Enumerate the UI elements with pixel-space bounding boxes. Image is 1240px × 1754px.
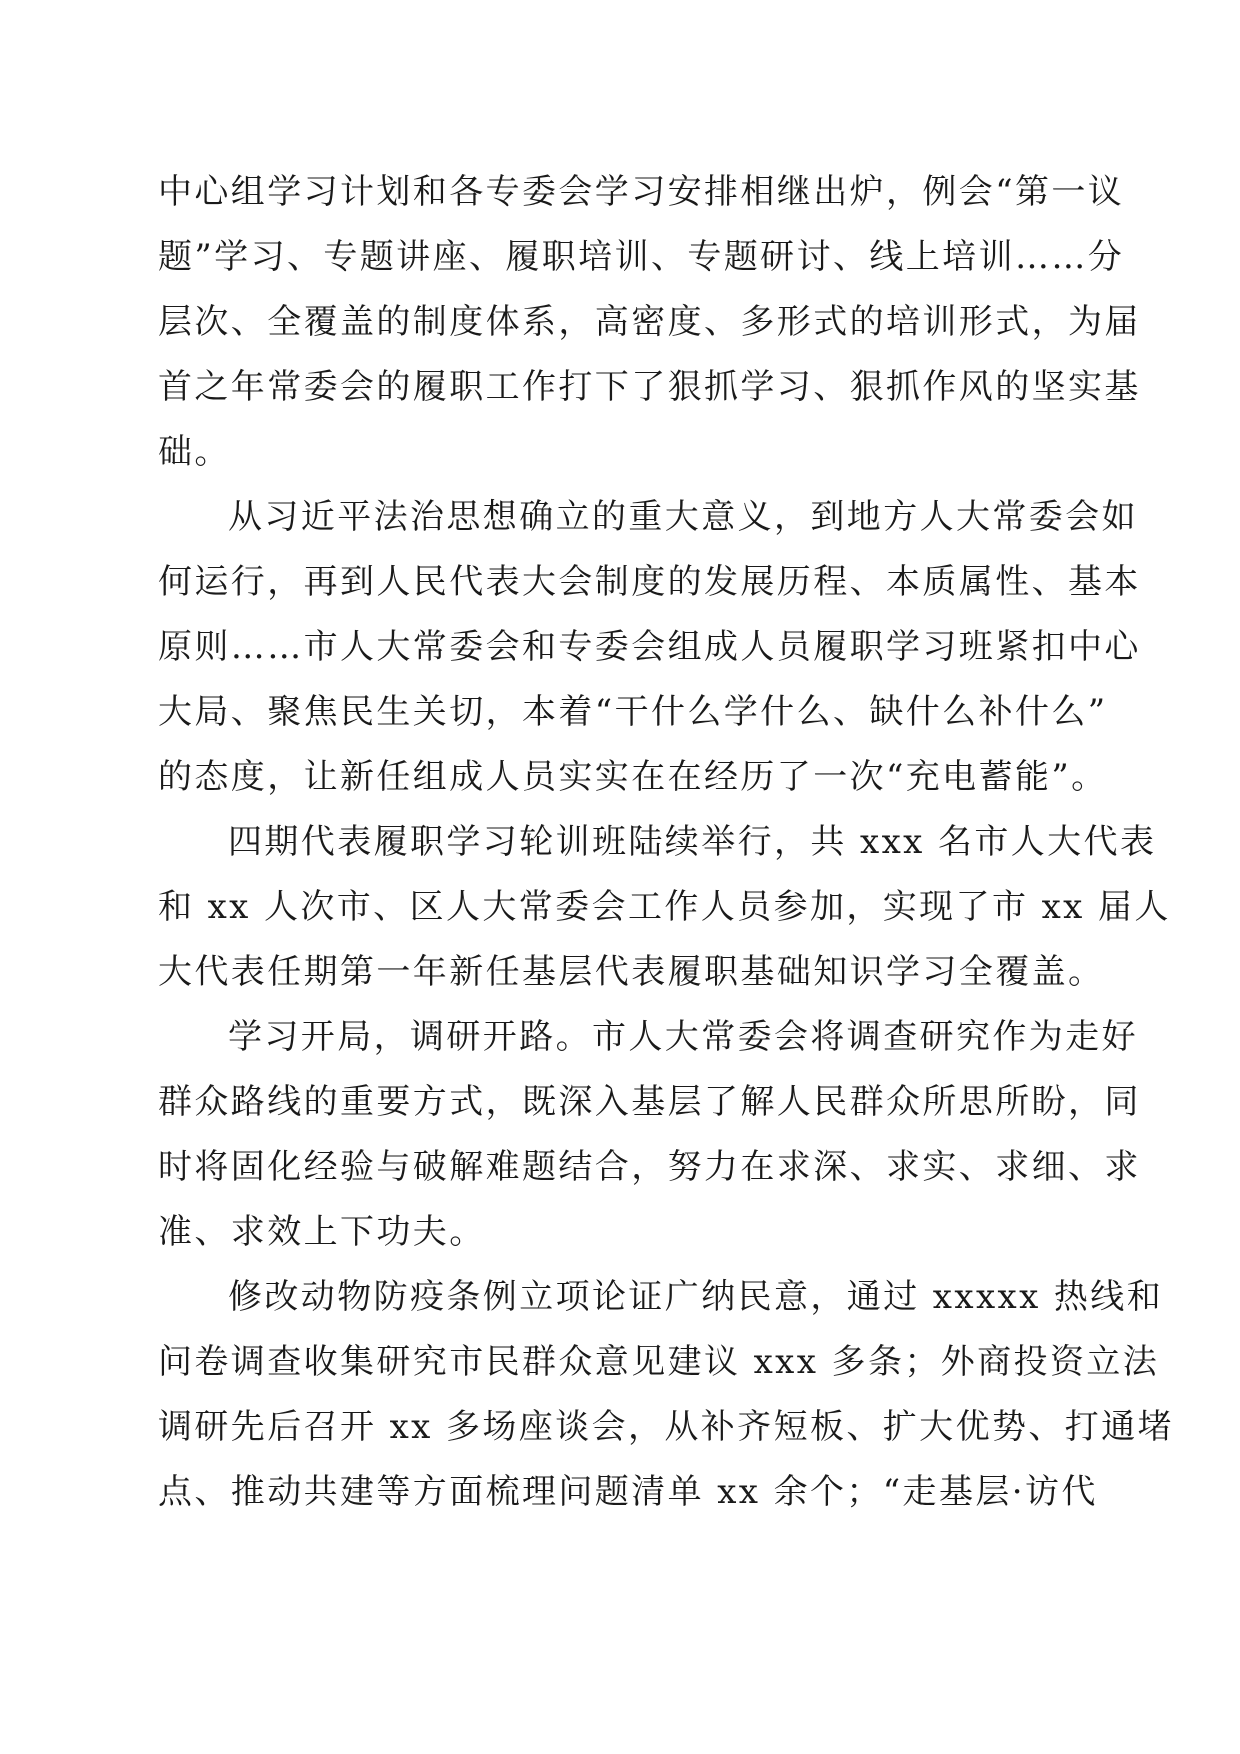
text-line: 何运行，再到人民代表大会制度的发展历程、本质属性、基本 (158, 562, 1141, 602)
paragraph-4 (158, 1005, 1141, 1265)
text-line: 点、推动共建等方面梳理问题清单 xx 余个；“走基层·访代 (158, 1472, 1098, 1512)
text-line: 题”学习、专题讲座、履职培训、专题研讨、线上培训……分 (158, 237, 1125, 277)
text-line: 从习近平法治思想确立的重大意义，到地方人大常委会如 (228, 497, 1138, 537)
document-body (158, 160, 1174, 1525)
text-line: 学习开局，调研开路。市人大常委会将调查研究作为走好 (228, 1017, 1138, 1057)
text-line: 调研先后召开 xx 多场座谈会，从补齐短板、扩大优势、打通堵 (158, 1407, 1174, 1447)
text-line: 时将固化经验与破解难题结合，努力在求深、求实、求细、求 (158, 1147, 1141, 1187)
text-line: 问卷调查收集研究市民群众意见建议 xxx 多条；外商投资立法 (158, 1342, 1160, 1382)
text-line: 群众路线的重要方式，既深入基层了解人民群众所思所盼，同 (158, 1082, 1141, 1122)
text-line: 中心组学习计划和各专委会学习安排相继出炉，例会“第一议 (158, 172, 1125, 212)
text-line: 原则……市人大常委会和专委会组成人员履职学习班紧扣中心 (158, 627, 1141, 667)
text-line: 四期代表履职学习轮训班陆续举行，共 xxx 名市人大代表 (228, 822, 1157, 862)
paragraph-2 (158, 485, 1141, 810)
text-line: 和 xx 人次市、区人大常委会工作人员参加，实现了市 xx 届人 (158, 887, 1171, 927)
text-line: 修改动物防疫条例立项论证广纳民意，通过 xxxxx 热线和 (228, 1277, 1164, 1317)
text-line: 大代表任期第一年新任基层代表履职基础知识学习全覆盖。 (158, 952, 1105, 992)
paragraph-1 (158, 160, 1141, 485)
paragraph-5 (158, 1265, 1174, 1525)
text-line: 大局、聚焦民生关切，本着“干什么学什么、缺什么补什么” (158, 692, 1108, 732)
text-line: 准、求效上下功夫。 (158, 1212, 486, 1252)
paragraph-3 (158, 810, 1171, 1005)
text-line: 的态度，让新任组成人员实实在在经历了一次“充电蓄能”。 (158, 757, 1108, 797)
text-line: 层次、全覆盖的制度体系，高密度、多形式的培训形式，为届 (158, 302, 1141, 342)
text-line: 首之年常委会的履职工作打下了狠抓学习、狠抓作风的坚实基 (158, 367, 1141, 407)
text-line: 础。 (158, 432, 231, 472)
